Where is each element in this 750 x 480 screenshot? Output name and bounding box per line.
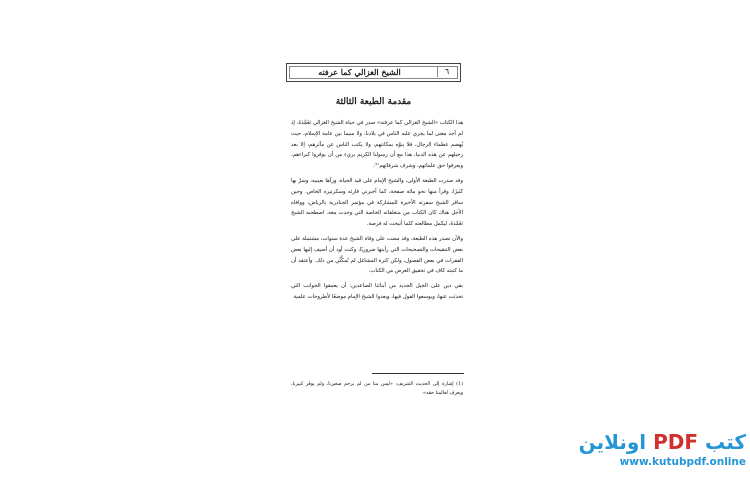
paragraph-4: بقي دين على الجيل الجديد من أبنائنا الصاعدين: أن يعمقوا الجوانب التي تحدثت عنها، ويوسعوا القول فيها، ويعدوا الشيخ الإمام موضعًا لأطروحات علمية <box>291 283 463 300</box>
paragraph-1: هذا الكتاب «الشيخ الغزالي كما عرفته» صدر في حياة الشيخ الغزالي تَغَمَّدَهُ. إذ لم أجد معنى لما يجري عليه الناس في بلادنا، ولا سيما بين عامة الإسلام، حيث يُهضم عظماء الرجال، فلا ينوّه بمكانتهم، ولا يكتب الناس عن مآثرهم، إلا بعد رحيلهم عن هذه الدنيا، هذا مع أن رسولنا الكريم بريء من أن يوقروا كبراءهم، ويعرفوا حق علمائهم، وشرف شرفائهم⁽¹⁾. <box>291 120 463 170</box>
footnote-divider <box>372 373 464 374</box>
running-header <box>286 63 461 82</box>
watermark-url: www.kutubpdf.online <box>619 456 746 468</box>
watermark-online: اونلاين <box>578 430 647 454</box>
footnote: (1) إشارة إلى الحديث الشريف: «ليس منا من لم يرحم صغيرنا، ولم يوقر كبيرنا، ويعرف لعالمنا حقه». <box>291 382 463 396</box>
section-title: مقدمة الطبعة الثالثة <box>335 97 412 107</box>
watermark-logo <box>578 430 746 454</box>
running-header-title: الشيخ الغزالي كما عرفته <box>318 67 401 77</box>
paragraph-2: وقد صدرت الطبعة الأولى، والشيخ الإمام على قيد الحياة، ورآها بعينيه، وسرّ بها كثيرًا، وقرأ منها نحو مائة صفحة، كما أخبرني قارئه وسكرتيره الخاص. وحين سافر الشيخ سفرته الأخيرة للمشاركة في مؤتمر الجنادرية بالرياض، ووافاه الأجل هناك كان الكتاب من متعلقاته الخاصة التي وجدت معه. اصطحبه الشيخ تَغَمَّدَهُ، ليكمل مطالعته كلما أتيحت له فرصة. <box>291 177 463 228</box>
paragraph-3: والآن تصدر هذه الطبعة، وقد مضت على وفاة الشيخ عدة سنوات، مشتملة على بعض التنقيحات والتصحيحات التي رأيتها ضروريًا، وكنت أود أن أضيف إليها بعض الفقرات في بعض الفصول، ولكن كثرة المشاغل لم تُمكِّنِّي من ذلك. وأعتقد أن ما كتبته كاف في تحقيق الغرض من الكتاب. <box>291 235 463 275</box>
watermark-pdf: PDF <box>653 430 699 454</box>
watermark-kutub: كتب <box>705 430 746 454</box>
body-text <box>291 118 463 307</box>
page-number: ٦ <box>437 66 456 77</box>
